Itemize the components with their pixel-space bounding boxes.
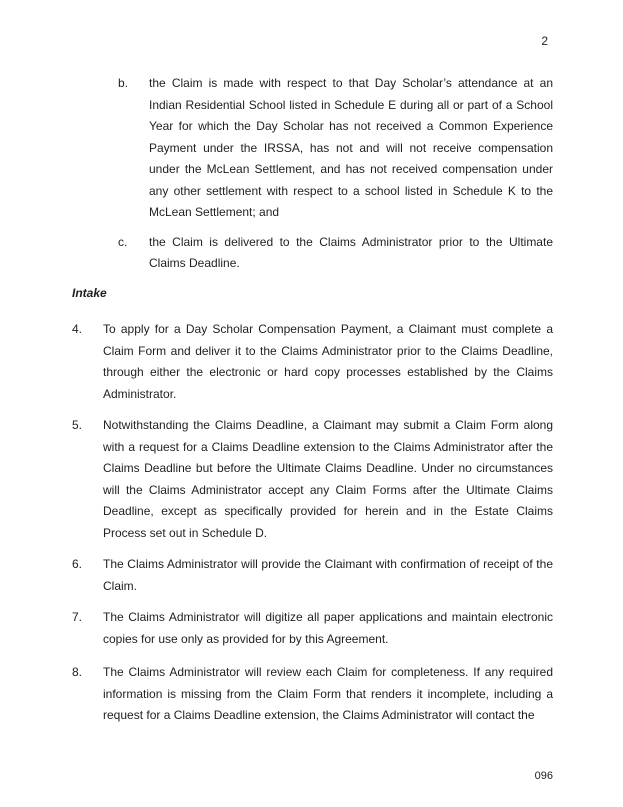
list-item-8 [72,662,553,727]
list-item-7-marker: 7. [72,610,83,624]
bates-stamp: 096 [534,770,553,782]
list-item-6-text: The Claims Administrator will provide the Claimant with confirmation of receipt of the Claim. [103,557,553,593]
list-item-8-marker: 8. [72,665,83,679]
list-item-c-text: the Claim is delivered to the Claims Administrator prior to the Ultimate Claims Deadline. [149,234,553,270]
list-item-7 [72,607,553,650]
list-item-5 [72,415,553,544]
list-item-b-text: the Claim is made with respect to that Day Scholar’s attendance at an Indian Residential School listed in Schedule E during all or part of a School Year for which the Day Scholar has not received a Common Experience Payment under the IRSSA, has not and will not receive compensation under the McLean Settlement, and has not received compensation under any other settlement with respect to a school listed in Schedule K to the McLean Settlement; and [149,76,553,219]
document-body [0,73,623,737]
list-item-c-marker: c. [118,234,128,249]
list-item-6 [72,554,553,597]
list-item-6-marker: 6. [72,557,83,571]
list-item-8-text: The Claims Administrator will review each Claim for completeness. If any required information is missing from the Claim Form that renders it incomplete, including a request for a Claims Deadline extension, the Claims Administrator will contact the [103,665,553,722]
list-item-c [118,232,553,275]
list-item-5-marker: 5. [72,418,83,432]
list-item-b [118,73,553,224]
list-item-4-marker: 4. [72,322,83,336]
list-item-7-text: The Claims Administrator will digitize all paper applications and maintain electronic copies for use only as provided for by this Agreement. [103,610,553,646]
list-item-4 [72,319,553,405]
list-item-b-marker: b. [118,76,129,90]
section-heading-intake: Intake [72,285,107,300]
list-item-4-text: To apply for a Day Scholar Compensation Payment, a Claimant must complete a Claim Form and deliver it to the Claims Administrator prior to the Claims Deadline, through either the electronic or hard copy processes established by the Claims Administrator. [103,322,553,401]
page-number: 2 [541,34,548,48]
list-item-5-text: Notwithstanding the Claims Deadline, a Claimant may submit a Claim Form along with a request for a Claims Deadline extension to the Claims Administrator after the Claims Deadline but before the Ultimate Claims Deadline. Under no circumstances will the Claims Administrator accept any Claim Forms after the Ultimate Claims Deadline, except as specifically provided for herein and in the Estate Claims Process set out in Schedule D. [103,418,553,540]
